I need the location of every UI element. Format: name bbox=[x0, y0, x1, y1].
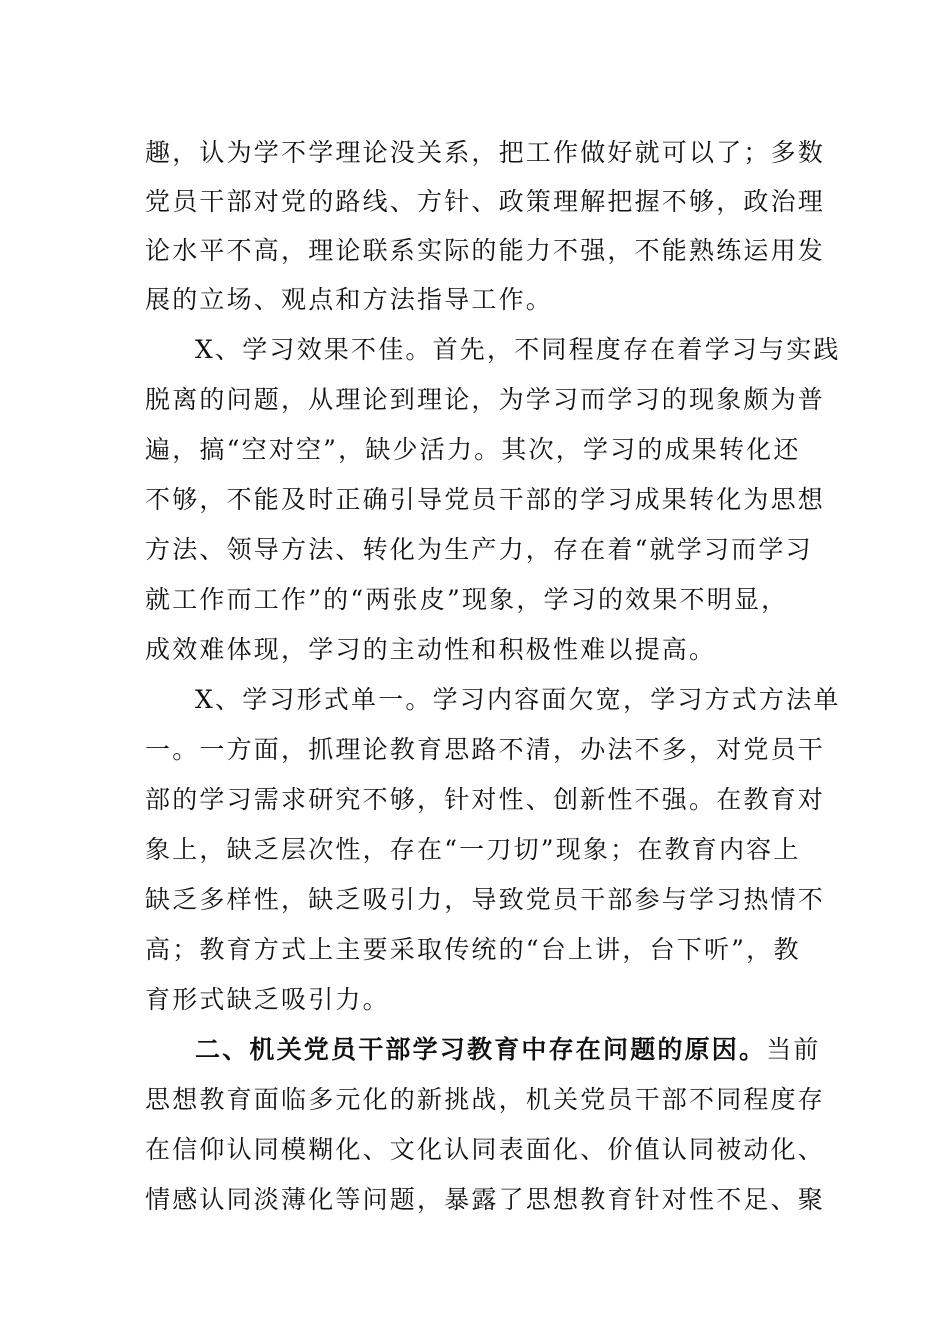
paragraph-4-line-1 bbox=[195, 1025, 821, 1075]
paragraph-1-line-3: 论水平不高，理论联系实际的能力不强，不能熟练运用发 bbox=[145, 236, 826, 265]
paragraph-2-line-3: 遍，搞“空对空”，缺少活力。其次，学习的成果转化还 bbox=[145, 435, 801, 464]
paragraph-4-line-3: 在信仰认同模糊化、文化认同表面化、价值认同被动化、 bbox=[145, 1135, 826, 1164]
paragraph-4-line-4: 情感认同淡薄化等问题，暴露了思想教育针对性不足、聚 bbox=[145, 1185, 826, 1214]
paragraph-3-line-6: 高；教育方式上主要采取传统的“台上讲，台下听”，教 bbox=[145, 935, 801, 964]
paragraph-3-line-4: 象上，缺乏层次性，存在“一刀切”现象；在教育内容上 bbox=[145, 835, 801, 864]
paragraph-2-line-5: 方法、领导方法、转化为生产力，存在着“就学习而学习 bbox=[145, 535, 813, 564]
paragraph-1-line-2: 党员干部对党的路线、方针、政策理解把握不够，政治理 bbox=[145, 187, 826, 216]
paragraph-3-line-3: 部的学习需求研究不够，针对性、创新性不强。在教育对 bbox=[145, 785, 826, 814]
paragraph-3-line-1: X、学习形式单一。学习内容面欠宽，学习方式方法单 bbox=[195, 685, 841, 714]
paragraph-2-line-7: 成效难体现，学习的主动性和积极性难以提高。 bbox=[145, 635, 717, 664]
paragraph-1-line-1: 趣，认为学不学理论没关系，把工作做好就可以了；多数 bbox=[145, 138, 826, 167]
paragraph-2-line-6: 就工作而工作”的“两张皮”现象，学习的效果不明显， bbox=[145, 585, 789, 614]
paragraph-3-line-5: 缺乏多样性，缺乏吸引力，导致党员干部参与学习热情不 bbox=[145, 885, 826, 914]
paragraph-3-line-7: 育形式缺乏吸引力。 bbox=[145, 985, 390, 1014]
paragraph-2-line-2: 脱离的问题，从理论到理论，为学习而学习的现象颇为普 bbox=[145, 385, 826, 414]
paragraph-1-line-4: 展的立场、观点和方法指导工作。 bbox=[145, 285, 554, 314]
paragraph-3-line-2: 一。一方面，抓理论教育思路不清，办法不多，对党员干 bbox=[145, 735, 826, 764]
paragraph-4-line-2: 思想教育面临多元化的新挑战，机关党员干部不同程度存 bbox=[145, 1085, 826, 1114]
section-heading: 二、机关党员干部学习教育中存在问题的原因。 bbox=[195, 1035, 767, 1064]
paragraph-2-line-1: X、学习效果不佳。首先，不同程度存在着学习与实践 bbox=[195, 335, 841, 364]
paragraph-2-line-4: 不够，不能及时正确引导党员干部的学习成果转化为思想 bbox=[145, 485, 826, 514]
paragraph-4-line-1-rest: 当前 bbox=[766, 1035, 821, 1064]
